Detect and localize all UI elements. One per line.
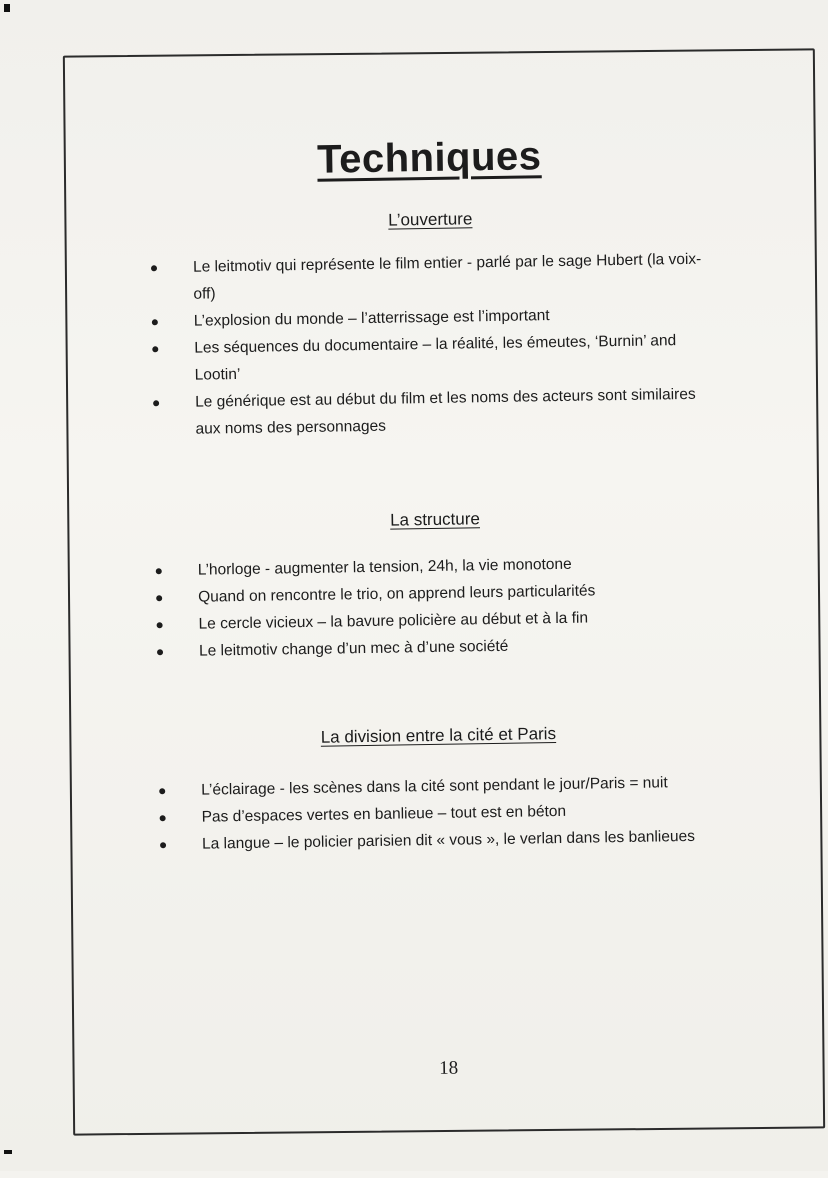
page-number: 18 <box>438 1057 459 1079</box>
list-item-text: Les séquences du documentaire – la réalité, les émeutes, ‘Burnin’ and Lootin’ <box>194 332 677 384</box>
list-item-text: Le générique est au début du film et les noms des acteurs sont similaires aux noms des personnages <box>194 385 696 438</box>
bullet-icon <box>160 842 166 848</box>
list-item-text: Le cercle vicieux – la bavure policière au début et à la fin <box>198 609 589 633</box>
bullet-icon <box>152 319 158 325</box>
bullet-icon <box>151 265 157 271</box>
bullet-icon <box>152 346 158 352</box>
list-item-text: L’explosion du monde – l’atterrissage est l’important <box>193 307 550 330</box>
list-item-text: La langue – le policier parisien dit « vous », le verlan dans les banlieues <box>201 827 696 853</box>
bullet-icon <box>156 595 162 601</box>
section-heading-structure: La structure <box>389 509 481 530</box>
bullet-list-ouverture <box>151 246 714 444</box>
bullet-icon <box>159 788 165 794</box>
section-heading-division: La division entre la cité et Paris <box>320 724 557 747</box>
list-item-text: L’horloge - augmenter la tension, 24h, la vie monotone <box>197 555 572 579</box>
bullet-list-structure <box>156 549 718 666</box>
list-item-text: Le leitmotiv change d’un mec à d’une société <box>198 637 509 660</box>
list-item <box>152 327 713 390</box>
list-item-text: Quand on rencontre le trio, on apprend leurs particularités <box>198 582 596 606</box>
list-item <box>153 381 714 444</box>
list-item-text: L’éclairage - les scènes dans la cité sont pendant le jour/Paris = nuit <box>201 774 668 799</box>
list-item-text: Le leitmotiv qui représente le film entier - parlé par le sage Hubert (la voix-off) <box>192 250 702 303</box>
bullet-list-division <box>159 768 720 858</box>
page-title: Techniques <box>316 134 542 182</box>
bullet-icon <box>157 622 163 628</box>
list-item-text: Pas d’espaces vertes en banlieue – tout est en béton <box>201 802 567 826</box>
bullet-icon <box>156 568 162 574</box>
bullet-icon <box>160 815 166 821</box>
bullet-icon <box>153 400 159 406</box>
list-item <box>151 246 712 309</box>
bullet-icon <box>157 649 163 655</box>
section-heading-ouverture: L’ouverture <box>388 209 473 230</box>
